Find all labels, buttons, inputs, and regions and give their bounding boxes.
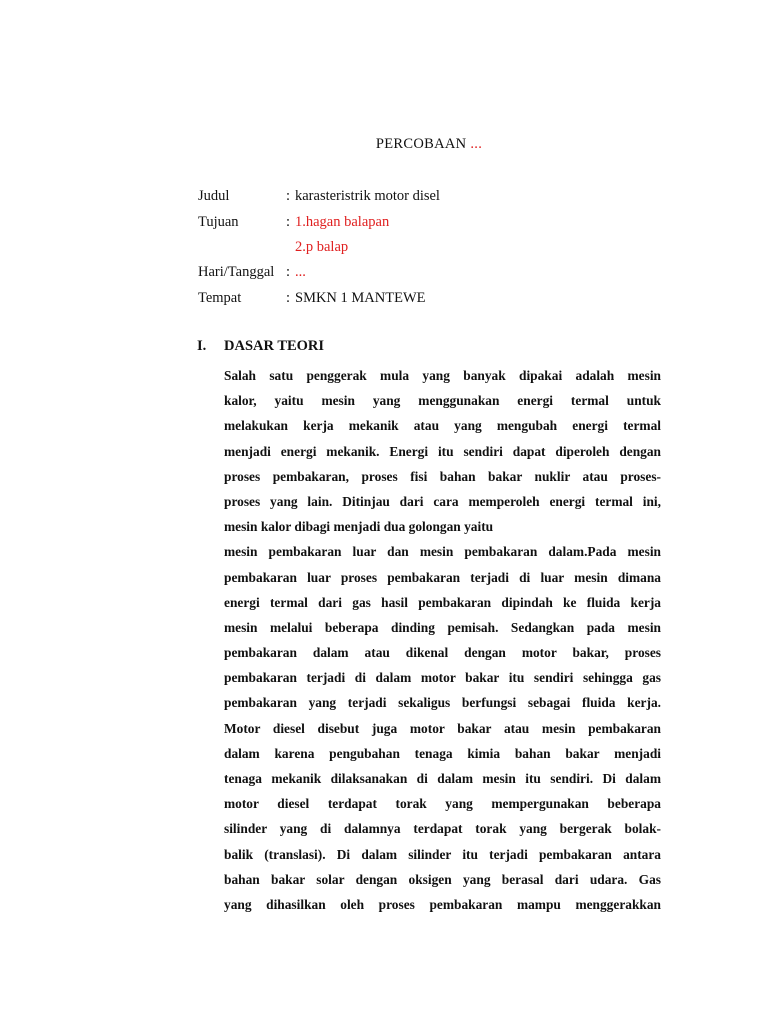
body-line: pembakaran terjadi di dalam motor bakar itu sendiri sehingga gas [224, 670, 661, 686]
meta-value: karasteristrik motor disel [295, 188, 440, 204]
meta-colon: : [286, 214, 291, 230]
meta-label: Tempat [198, 290, 242, 306]
body-line: Salah satu penggerak mula yang banyak dipakai adalah mesin [224, 368, 661, 383]
meta-label: Hari/Tanggal [198, 264, 275, 280]
body-line: pembakaran luar proses pembakaran terjadi di luar mesin dimana [224, 569, 661, 585]
body-line: balik (translasi). Di dalam silinder itu terjadi pembakaran antara [224, 846, 661, 862]
body-line: energi termal dari gas hasil pembakaran dipindah ke fluida kerja [224, 594, 661, 610]
title-placeholder-dots: ... [470, 136, 483, 152]
meta-colon: : [286, 264, 291, 280]
meta-colon: : [286, 290, 291, 306]
section-number: I. [197, 338, 207, 354]
body-line: mesin kalor dibagi menjadi dua golongan yaitu [224, 519, 494, 535]
body-line: proses yang lain. Ditinjau dari cara memperoleh energi termal ini, [224, 493, 661, 509]
body-line: yang dihasilkan oleh proses pembakaran mampu menggerakkan [224, 896, 661, 912]
body-line: motor diesel terdapat torak yang mempergunakan beberapa [224, 796, 661, 812]
body-line: pembakaran dalam atau dikenal dengan motor bakar, proses [224, 645, 661, 661]
body-line: mesin pembakaran luar dan mesin pembakaran dalam.Pada mesin [224, 544, 661, 560]
body-line: melakukan kerja mekanik atau yang mengubah energi termal [224, 418, 661, 434]
body-line: pembakaran yang terjadi sekaligus berfungsi sebagai fluida kerja. [224, 695, 661, 711]
meta-value: ... [295, 264, 306, 280]
section-body-text [224, 363, 661, 917]
title-text: PERCOBAAN [375, 136, 467, 152]
body-line: tenaga mekanik dilaksanakan di dalam mesin itu sendiri. Di dalam [224, 771, 661, 786]
body-line: proses pembakaran, proses fisi bahan bakar nuklir atau proses- [224, 468, 661, 484]
meta-value: 2.p balap [295, 239, 349, 255]
body-line: mesin melalui beberapa dinding pemisah. Sedangkan pada mesin [224, 619, 661, 635]
body-line: silinder yang di dalamnya terdapat torak yang bergerak bolak- [224, 821, 661, 837]
body-line: kalor, yaitu mesin yang menggunakan energi termal untuk [224, 393, 661, 409]
body-line: menjadi energi mekanik. Energi itu sendiri dapat diperoleh dengan [224, 443, 661, 459]
body-line: dalam karena pengubahan tenaga kimia bahan bakar menjadi [224, 745, 661, 761]
meta-value: SMKN 1 MANTEWE [295, 290, 426, 306]
meta-label: Tujuan [198, 214, 239, 230]
meta-label: Judul [198, 188, 230, 204]
meta-value: 1.hagan balapan [295, 214, 390, 230]
meta-colon: : [286, 188, 291, 204]
body-line: Motor diesel disebut juga motor bakar atau mesin pembakaran [224, 720, 661, 736]
section-title: DASAR TEORI [224, 338, 325, 354]
document-title [0, 136, 768, 153]
body-line: bahan bakar solar dengan oksigen yang berasal dari udara. Gas [224, 871, 661, 887]
